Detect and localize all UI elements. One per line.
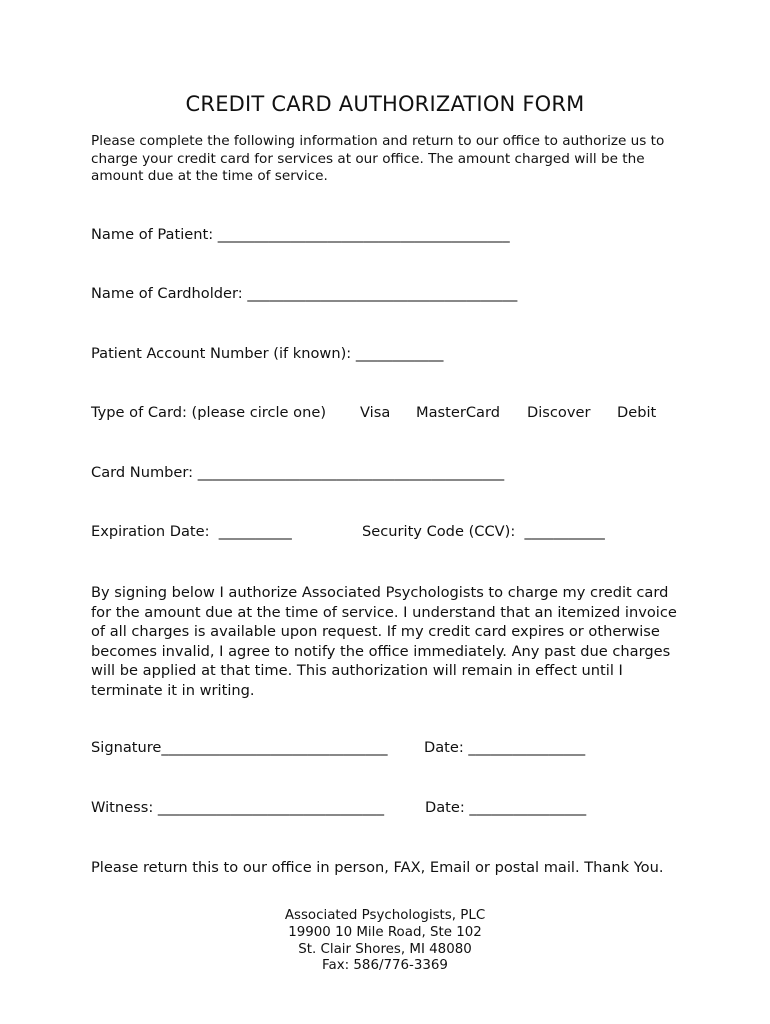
form-title: CREDIT CARD AUTHORIZATION FORM — [185, 92, 585, 116]
intro-text: Please complete the following information and return to our office to authorize us to charge your credit card for services at our office. The amount charged will be the amount due at the time of service. — [91, 133, 665, 184]
cardholder-name-field[interactable]: Name of Cardholder: _____________________________________ — [91, 285, 518, 302]
card-type-label: Type of Card: (please circle one) — [91, 404, 327, 421]
patient-name-field[interactable]: Name of Patient: ________________________________________ — [91, 226, 510, 243]
security-code-field[interactable]: Security Code (CCV): ___________ — [362, 523, 605, 540]
card-option-mastercard[interactable]: MasterCard — [416, 404, 500, 421]
closing-text: Please return this to our office in person, FAX, Email or postal mail. Thank You. — [91, 859, 664, 876]
card-option-debit[interactable]: Debit — [617, 404, 657, 421]
address-fax: Fax: 586/776-3369 — [322, 958, 448, 974]
signature-field[interactable]: Signature_______________________________ — [91, 739, 388, 756]
address-name: Associated Psychologists, PLC — [284, 908, 486, 923]
witness-date-field[interactable]: Date: ________________ — [425, 799, 587, 816]
expiration-date-field[interactable]: Expiration Date: __________ — [91, 523, 292, 540]
witness-field[interactable]: Witness: _______________________________ — [91, 799, 385, 816]
signature-date-field[interactable]: Date: ________________ — [424, 739, 586, 756]
authorization-text: By signing below I authorize Associated Psychologists to charge my credit card for the amount due at the time of service. I understand that an itemized invoice of all charges is available upon request. If my credit card expires or otherwise becomes invalid, I agree to notify the office immediately. Any past due charges will be applied at that time. This authorization will remain in effect until I terminate it in writing. — [91, 584, 677, 699]
address-city: St. Clair Shores, MI 48080 — [298, 941, 472, 957]
account-number-field[interactable]: Patient Account Number (if known): ____________ — [91, 345, 444, 362]
address-street: 19900 10 Mile Road, Ste 102 — [288, 924, 482, 940]
card-option-discover[interactable]: Discover — [527, 404, 591, 421]
card-number-field[interactable]: Card Number: __________________________________________ — [91, 464, 505, 481]
card-option-visa[interactable]: Visa — [360, 404, 391, 421]
address-block — [0, 908, 770, 975]
